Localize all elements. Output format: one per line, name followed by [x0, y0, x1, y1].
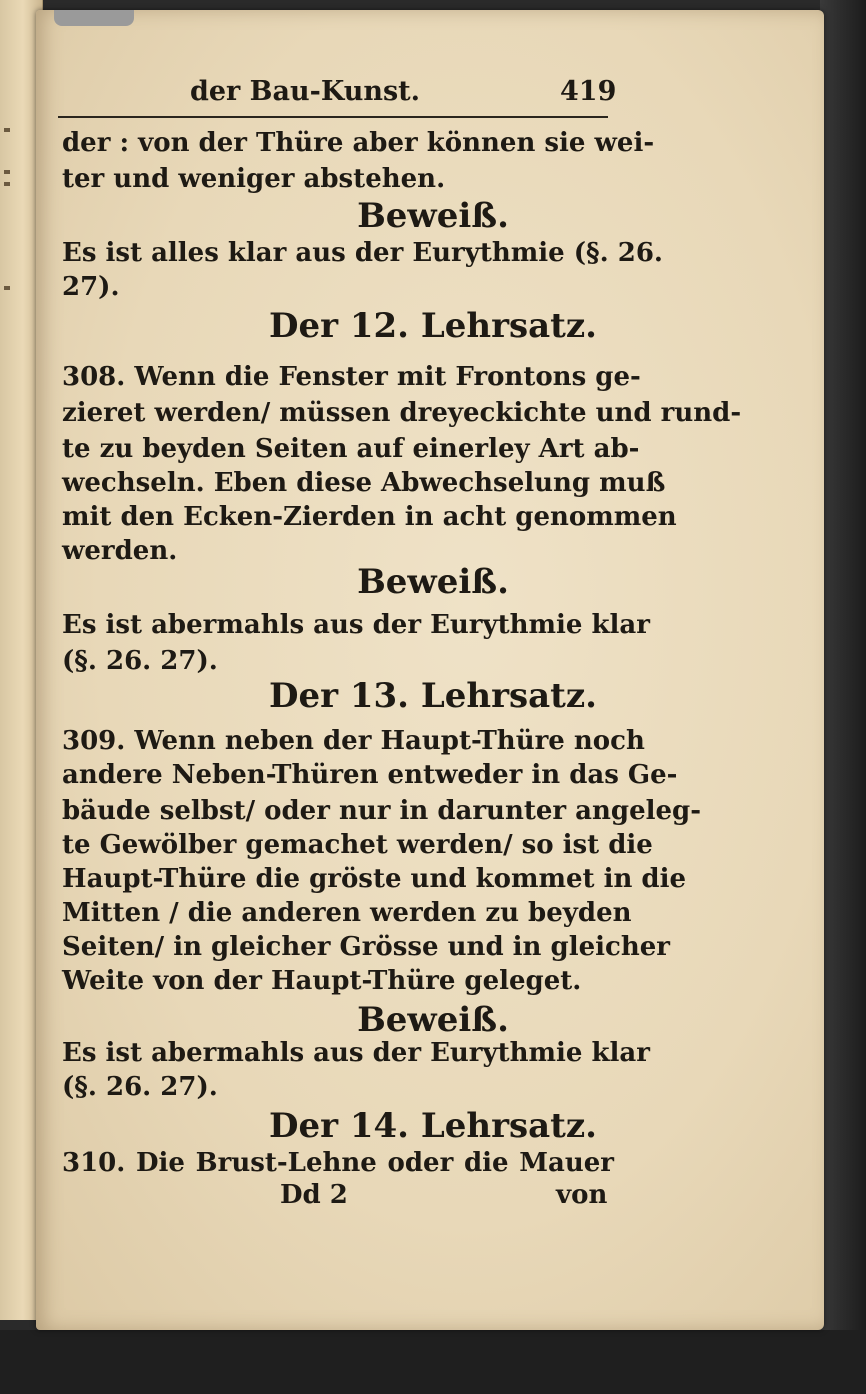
- text-line: Weite von der Haupt-Thüre geleget.: [62, 966, 582, 996]
- header-rule: [58, 116, 608, 118]
- text-line: 310. Die Brust-Lehne oder die Mauer: [62, 1148, 614, 1178]
- text-line: te zu beyden Seiten auf einerley Art ab-: [62, 434, 640, 464]
- running-head: der Bau-Kunst.: [190, 76, 421, 107]
- bleed-mark: [4, 286, 10, 290]
- section-heading: Beweiß.: [357, 196, 509, 236]
- section-heading: Beweiß.: [357, 1000, 509, 1040]
- text-line: Haupt-Thüre die gröste und kommet in die: [62, 864, 686, 894]
- text-line: te Gewölber gemachet werden/ so ist die: [62, 830, 653, 860]
- page-clip: [54, 10, 134, 26]
- theorem-heading: Der 12. Lehrsatz.: [268, 306, 598, 346]
- text-line: mit den Ecken-Zierden in acht genommen: [62, 502, 677, 532]
- text-line: 308. Wenn die Fenster mit Frontons ge-: [62, 362, 641, 392]
- section-heading: Beweiß.: [357, 562, 509, 602]
- text-line: Mitten / die anderen werden zu beyden: [62, 898, 632, 928]
- text-line: Es ist abermahls aus der Eurythmie klar: [62, 610, 650, 640]
- text-line: der : von der Thüre aber können sie wei-: [62, 128, 655, 158]
- theorem-heading: Der 13. Lehrsatz.: [268, 676, 598, 716]
- bleed-mark: [4, 182, 10, 186]
- text-line: andere Neben-Thüren entweder in das Ge-: [62, 760, 678, 790]
- text-line: 27).: [62, 272, 120, 302]
- text-line: wechseln. Eben diese Abwechselung muß: [62, 468, 666, 498]
- background-bottom: [0, 1330, 866, 1394]
- text-line: Seiten/ in gleicher Grösse und in gleicher: [62, 932, 670, 962]
- text-line: Es ist abermahls aus der Eurythmie klar: [62, 1038, 650, 1068]
- text-line: ter und weniger abstehen.: [62, 164, 446, 194]
- page-number: 419: [560, 76, 617, 107]
- text-line: (§. 26. 27).: [62, 1072, 218, 1102]
- catchword: von: [556, 1180, 608, 1210]
- text-line: 309. Wenn neben der Haupt-Thüre noch: [62, 726, 645, 756]
- text-line: werden.: [62, 536, 178, 566]
- bleed-mark: [4, 170, 10, 174]
- text-line: Es ist alles klar aus der Eurythmie (§. 26.: [62, 238, 663, 268]
- theorem-heading: Der 14. Lehrsatz.: [268, 1106, 598, 1146]
- text-line: bäude selbst/ oder nur in darunter angeleg-: [62, 796, 702, 826]
- signature-mark: Dd 2: [280, 1180, 348, 1210]
- text-line: (§. 26. 27).: [62, 646, 218, 676]
- text-line: zieret werden/ müssen dreyeckichte und rund-: [62, 398, 742, 428]
- bleed-mark: [4, 128, 10, 132]
